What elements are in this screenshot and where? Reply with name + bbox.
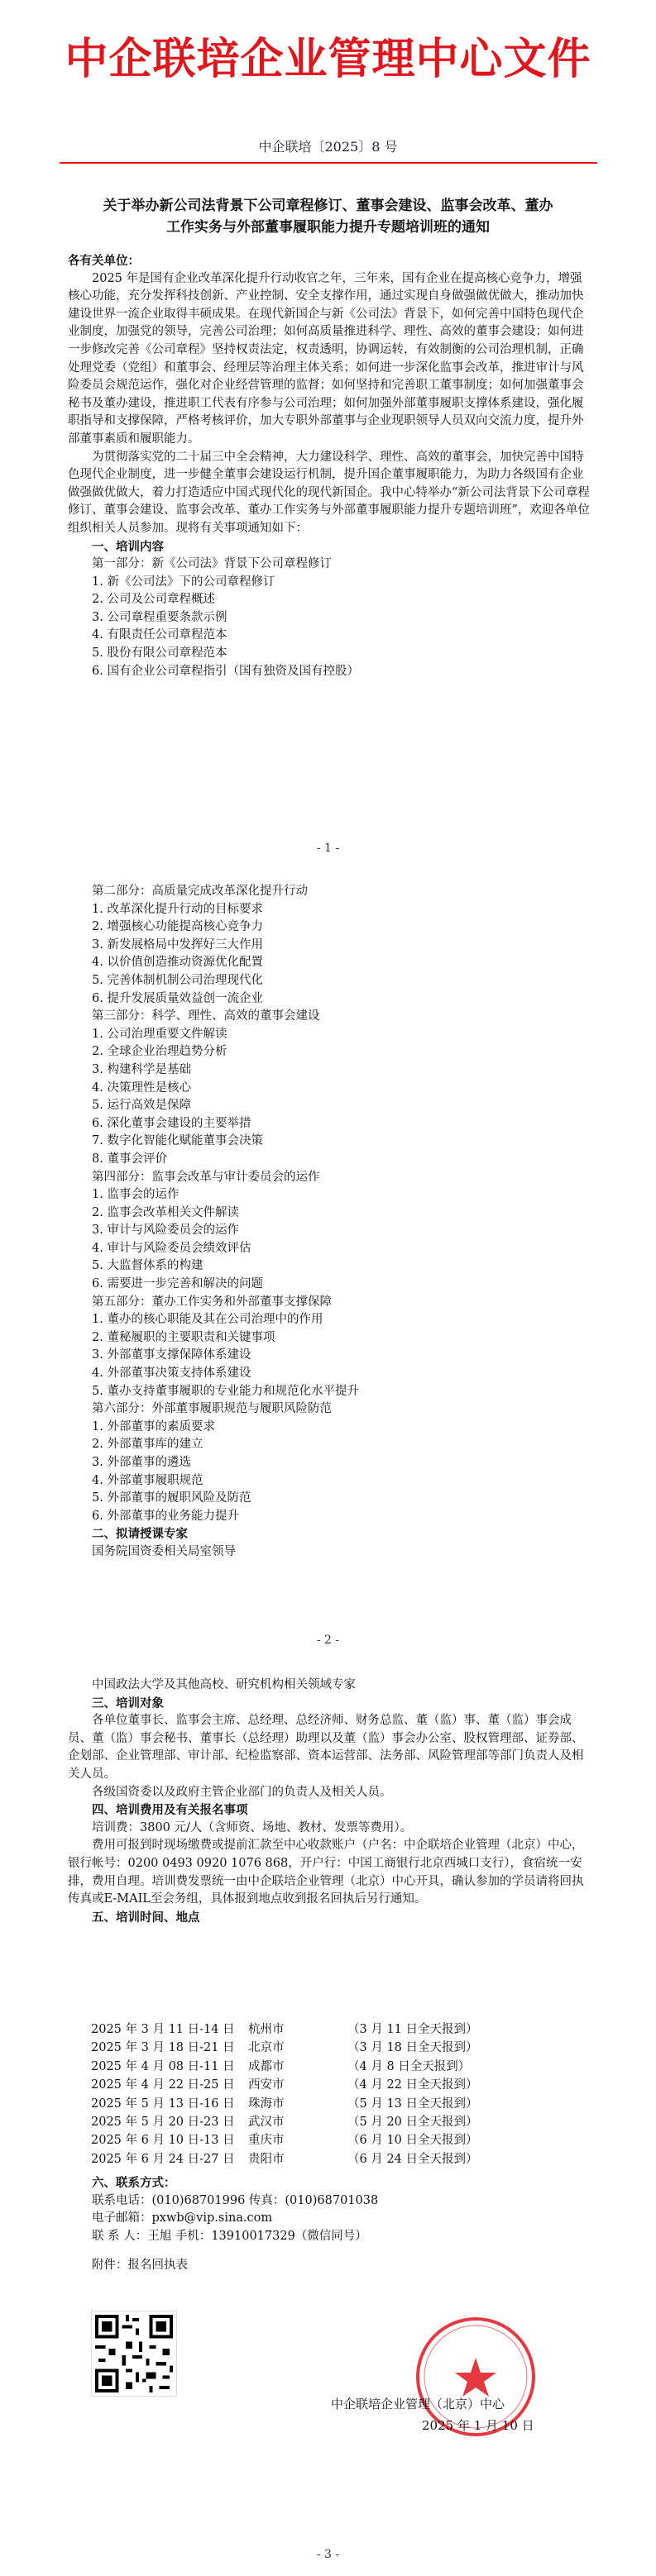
- part-1-list: [68, 574, 591, 681]
- list-item: 4. 有限责任公司章程范本: [92, 628, 227, 642]
- contact-person: 联 系 人：王旭 手机：13910017329（微信同号）: [92, 2229, 367, 2243]
- page-number: - 1 -: [316, 842, 340, 855]
- list-item: 5. 董办支持董事履职的专业能力和规范化水平提升: [92, 1384, 359, 1398]
- section-3-heading: 三、培训对象: [92, 1696, 164, 1710]
- signoff: [331, 2393, 596, 2436]
- schedule-city: 北京市: [248, 2041, 285, 2055]
- schedule-dates: 2025 年 5 月 20 日-23 日: [91, 2116, 235, 2130]
- part-4-title: 第四部分：监事会改革与审计委员会的运作: [92, 1170, 320, 1184]
- list-item: 2. 外部董事库的建立: [92, 1438, 204, 1452]
- contact-email[interactable]: 电子邮箱：pxwb@vip.sina.com: [92, 2211, 273, 2225]
- list-item: 3. 审计与风险委员会的运作: [92, 1224, 239, 1238]
- document-title: [66, 195, 590, 238]
- list-item: 2. 董秘履职的主要职责和关键事项: [92, 1330, 275, 1344]
- contact-section: [68, 2174, 591, 2275]
- schedule-dates: 2025 年 6 月 24 日-27 日: [91, 2152, 235, 2166]
- schedule-registration: （5 月 13 日全天报到）: [347, 2097, 478, 2111]
- payment-text: 费用可报到时现场缴费或提前汇款至中心收款账户（户名：中企联培企业管理（北京）中心，银行帐号：0200 0493 0920 1076 868，开户行：中国工商银行北京西城口支行），食宿统一安排，费用自理。培训费发票统一由中企联培企业管理（北京）中心开具，确认参加的学员请将回执传真或E-MAIL至会务组，具体报到地点收到报名回执后另行通知。: [68, 1839, 584, 1906]
- schedule-row: [91, 2113, 554, 2131]
- page-3-content: [68, 1677, 591, 1926]
- red-divider: [60, 162, 597, 164]
- list-item: 2. 监事会改革相关文件解读: [92, 1205, 239, 1219]
- schedule-city: 重庆市: [248, 2134, 285, 2148]
- list-item: 3. 外部董事的遴选: [92, 1456, 191, 1469]
- schedule-city: 珠海市: [248, 2097, 285, 2111]
- list-item: 1. 监事会的运作: [92, 1188, 180, 1202]
- list-item: 7. 数字化智能化赋能董事会决策: [92, 1134, 263, 1148]
- list-item: 1. 外部董事的素质要求: [92, 1419, 215, 1433]
- schedule-dates: 2025 年 3 月 11 日-14 日: [91, 2023, 235, 2036]
- schedule-city: 贵阳市: [248, 2152, 285, 2166]
- fee-text: 培训费：3800 元/人（含师资、场地、教材、发票等费用）。: [92, 1820, 413, 1834]
- list-item: 2. 全球企业治理趋势分析: [92, 1045, 227, 1059]
- schedule-registration: （6 月 24 日全天报到）: [347, 2152, 478, 2166]
- issue-date: 2025 年 1 月 10 日: [422, 2418, 534, 2433]
- schedule-registration: （5 月 20 日全天报到）: [347, 2116, 478, 2130]
- schedule-city: 西安市: [248, 2078, 285, 2092]
- list-item: 4. 审计与风险委员会绩效评估: [92, 1241, 251, 1255]
- page-number: - 3 -: [316, 2548, 340, 2561]
- section-4-heading: 四、培训费用及有关报名事项: [92, 1803, 248, 1818]
- part-5-title: 第五部分：董办工作实务和外部董事支撑保障: [92, 1295, 332, 1309]
- qr-code-icon: [91, 2311, 177, 2397]
- masthead: 中企联培企业管理中心文件: [65, 35, 591, 84]
- list-item: 6. 国有企业公司章程指引（国有独资及国有控股）: [92, 664, 359, 678]
- salutation: 各有关单位：: [68, 254, 140, 268]
- schedule-row: [91, 2095, 554, 2113]
- schedule-city: 武汉市: [248, 2116, 285, 2130]
- list-item: 3. 新发展格局中发挥好三大作用: [92, 937, 263, 952]
- section-6-heading: 六、联系方式：: [92, 2176, 176, 2190]
- intro-paragraph-2: 为贯彻落实党的二十届三中全会精神，大力建设科学、理性、高效的董事会，加快完善中国特色现代企业制度，进一步健全董事会建设运行机制，提升国企董事履职能力，为助力各级国有企业做强做优做大，着力打造适应中国式现代化的现代新国企。我中心特举办“新公司法背景下公司章程修订、董事会建设、监事会改革、董办工作实务与外部董事履职能力提升专题培训班”，欢迎各单位组织相关人员参加。现将有关事项通知如下：: [68, 450, 590, 535]
- part-1-title: 第一部分：新《公司法》背景下公司章程修订: [92, 557, 332, 571]
- list-item: 1. 董办的核心职能及其在公司治理中的作用: [92, 1313, 323, 1327]
- list-item: 1. 改革深化提升行动的目标要求: [92, 902, 263, 916]
- schedule-registration: （4 月 22 日全天报到）: [347, 2078, 478, 2092]
- schedule-row: [91, 2150, 554, 2168]
- schedule-dates: 2025 年 4 月 08 日-11 日: [91, 2059, 235, 2073]
- schedule-table: [91, 2020, 554, 2168]
- list-item: 3. 构建科学是基础: [92, 1062, 191, 1076]
- part-3-title: 第三部分：科学、理性、高效的董事会建设: [92, 1009, 320, 1023]
- list-item: 4. 外部董事履职规范: [92, 1473, 204, 1487]
- section-5-heading: 五、培训时间、地点: [92, 1910, 200, 1925]
- schedule-row: [91, 2131, 554, 2149]
- page-2-content: [68, 883, 591, 1562]
- schedule-registration: （4 月 8 日全天报到）: [347, 2059, 471, 2073]
- list-item: 8. 董事会评价: [92, 1152, 167, 1166]
- part-6-title: 第六部分：外部董事履职规范与履职风险防范: [92, 1402, 332, 1416]
- schedule-row: [91, 2058, 554, 2076]
- schedule-dates: 2025 年 4 月 22 日-25 日: [91, 2078, 235, 2092]
- part-2-title: 第二部分：高质量完成改革深化提升行动: [92, 885, 308, 898]
- document-number: 中企联培〔2025〕8 号: [258, 139, 398, 155]
- section-1-heading: 一、培训内容: [92, 539, 164, 554]
- page-1-content: [68, 252, 591, 680]
- list-item: 5. 运行高效是保障: [92, 1099, 191, 1113]
- audience-text: 各单位董事长、监事会主席、总经理、总经济师、财务总监、董（监）事、董（监）事会成员、董（监）事会秘书、董事长（总经理）助理以及董（监）事会办公室、股权管理部、证券部、企划部、企业管理部、审计部、纪检监察部、资本运营部、法务部、风险管理部等部门负责人及相关人员。: [68, 1714, 584, 1781]
- intro-paragraph-1: 2025 年是国有企业改革深化提升行动收官之年，三年来，国有企业在提高核心竞争力，增强核心功能，充分发挥科技创新、产业控制、安全支撑作用，通过实现自身做强做优做大，推动加快建设世界一流企业取得丰硕成果。在现代新国企与新《公司法》背景下，如何完善中国特色现代企业制度，加强党的领导，完善公司治理；如何高质量推进科学、理性、高效的董事会建设；如何进一步修改完善《公司章程》坚持权责法定，权责透明，协调运转，有效制衡的公司治理机制，正确处理党委（党组）和董事会、经理层等治理主体关系；如何进一步深化监事会改革，推进审计与风险委员会规范运作，强化对企业经营管理的监督；如何坚持和完善职工董事制度；如何加强董事会秘书及董办建设，推进职工代表有序参与公司治理；如何加强外部董事履职支撑体系建设，强化履职指导和支撑保障，严格考核评价，加大专职外部董事与企业现职领导人员双向交流力度，提升外部董事素质和履职能力。: [68, 271, 584, 446]
- list-item: 1. 新《公司法》下的公司章程修订: [92, 575, 275, 589]
- list-item: 2. 公司及公司章程概述: [92, 593, 215, 607]
- schedule-dates: 2025 年 6 月 10 日-13 日: [91, 2134, 235, 2148]
- schedule-city: 成都市: [248, 2059, 285, 2073]
- list-item: 4. 外部董事决策支持体系建设: [92, 1367, 251, 1381]
- schedule-row: [91, 2076, 554, 2094]
- attachment-note[interactable]: 附件：报名回执表: [92, 2259, 188, 2273]
- page-number: - 2 -: [316, 1634, 340, 1647]
- schedule-city: 杭州市: [248, 2023, 285, 2036]
- list-item: 3. 公司章程重要条款示例: [92, 610, 227, 624]
- title-line-1: 关于举办新公司法背景下公司章程修订、董事会建设、监事会改革、董办: [103, 198, 553, 214]
- audience-text-2: 各级国资委以及政府主管企业部门的负责人及相关人员。: [92, 1785, 392, 1799]
- schedule-dates: 2025 年 5 月 13 日-16 日: [91, 2097, 235, 2111]
- list-item: 6. 需要进一步完善和解决的问题: [92, 1277, 263, 1291]
- schedule-dates: 2025 年 3 月 18 日-21 日: [91, 2041, 235, 2055]
- schedule-row: [91, 2020, 554, 2039]
- list-item: 5. 大监督体系的构建: [92, 1259, 204, 1273]
- schedule-registration: （3 月 18 日全天报到）: [347, 2041, 478, 2055]
- schedule-registration: （3 月 11 日全天报到）: [347, 2023, 478, 2036]
- list-item: 4. 以价值创造推动资源优化配置: [92, 956, 263, 970]
- schedule-registration: （6 月 10 日全天报到）: [347, 2134, 478, 2148]
- list-item: 1. 公司治理重要文件解读: [92, 1027, 227, 1041]
- list-item: 5. 外部董事的履职风险及防范: [92, 1491, 251, 1505]
- contact-phone: 联系电话：(010)68701996 传真：(010)68701038: [92, 2193, 379, 2207]
- schedule-row: [91, 2039, 554, 2057]
- list-item: 3. 外部董事支撑保障体系建设: [92, 1348, 251, 1362]
- section-2-heading: 二、拟请授课专家: [92, 1527, 188, 1542]
- expert-line-1: 国务院国资委相关局室领导: [92, 1544, 236, 1558]
- title-line-2: 工作实务与外部董事履职能力提升专题培训班的通知: [166, 219, 490, 236]
- list-item: 6. 深化董事会建设的主要举措: [92, 1116, 251, 1130]
- list-item: 4. 决策理性是核心: [92, 1080, 191, 1095]
- list-item: 6. 外部董事的业务能力提升: [92, 1509, 239, 1523]
- list-item: 5. 完善体制机制公司治理现代化: [92, 973, 263, 987]
- list-item: 5. 股份有限公司章程范本: [92, 646, 227, 661]
- issuing-organization: 中企联培企业管理（北京）中心: [331, 2397, 505, 2411]
- list-item: 2. 增强核心功能提高核心竞争力: [92, 920, 263, 934]
- list-item: 6. 提升发展质量效益创一流企业: [92, 991, 263, 1005]
- expert-line-2: 中国政法大学及其他高校、研究机构相关领域专家: [92, 1678, 356, 1691]
